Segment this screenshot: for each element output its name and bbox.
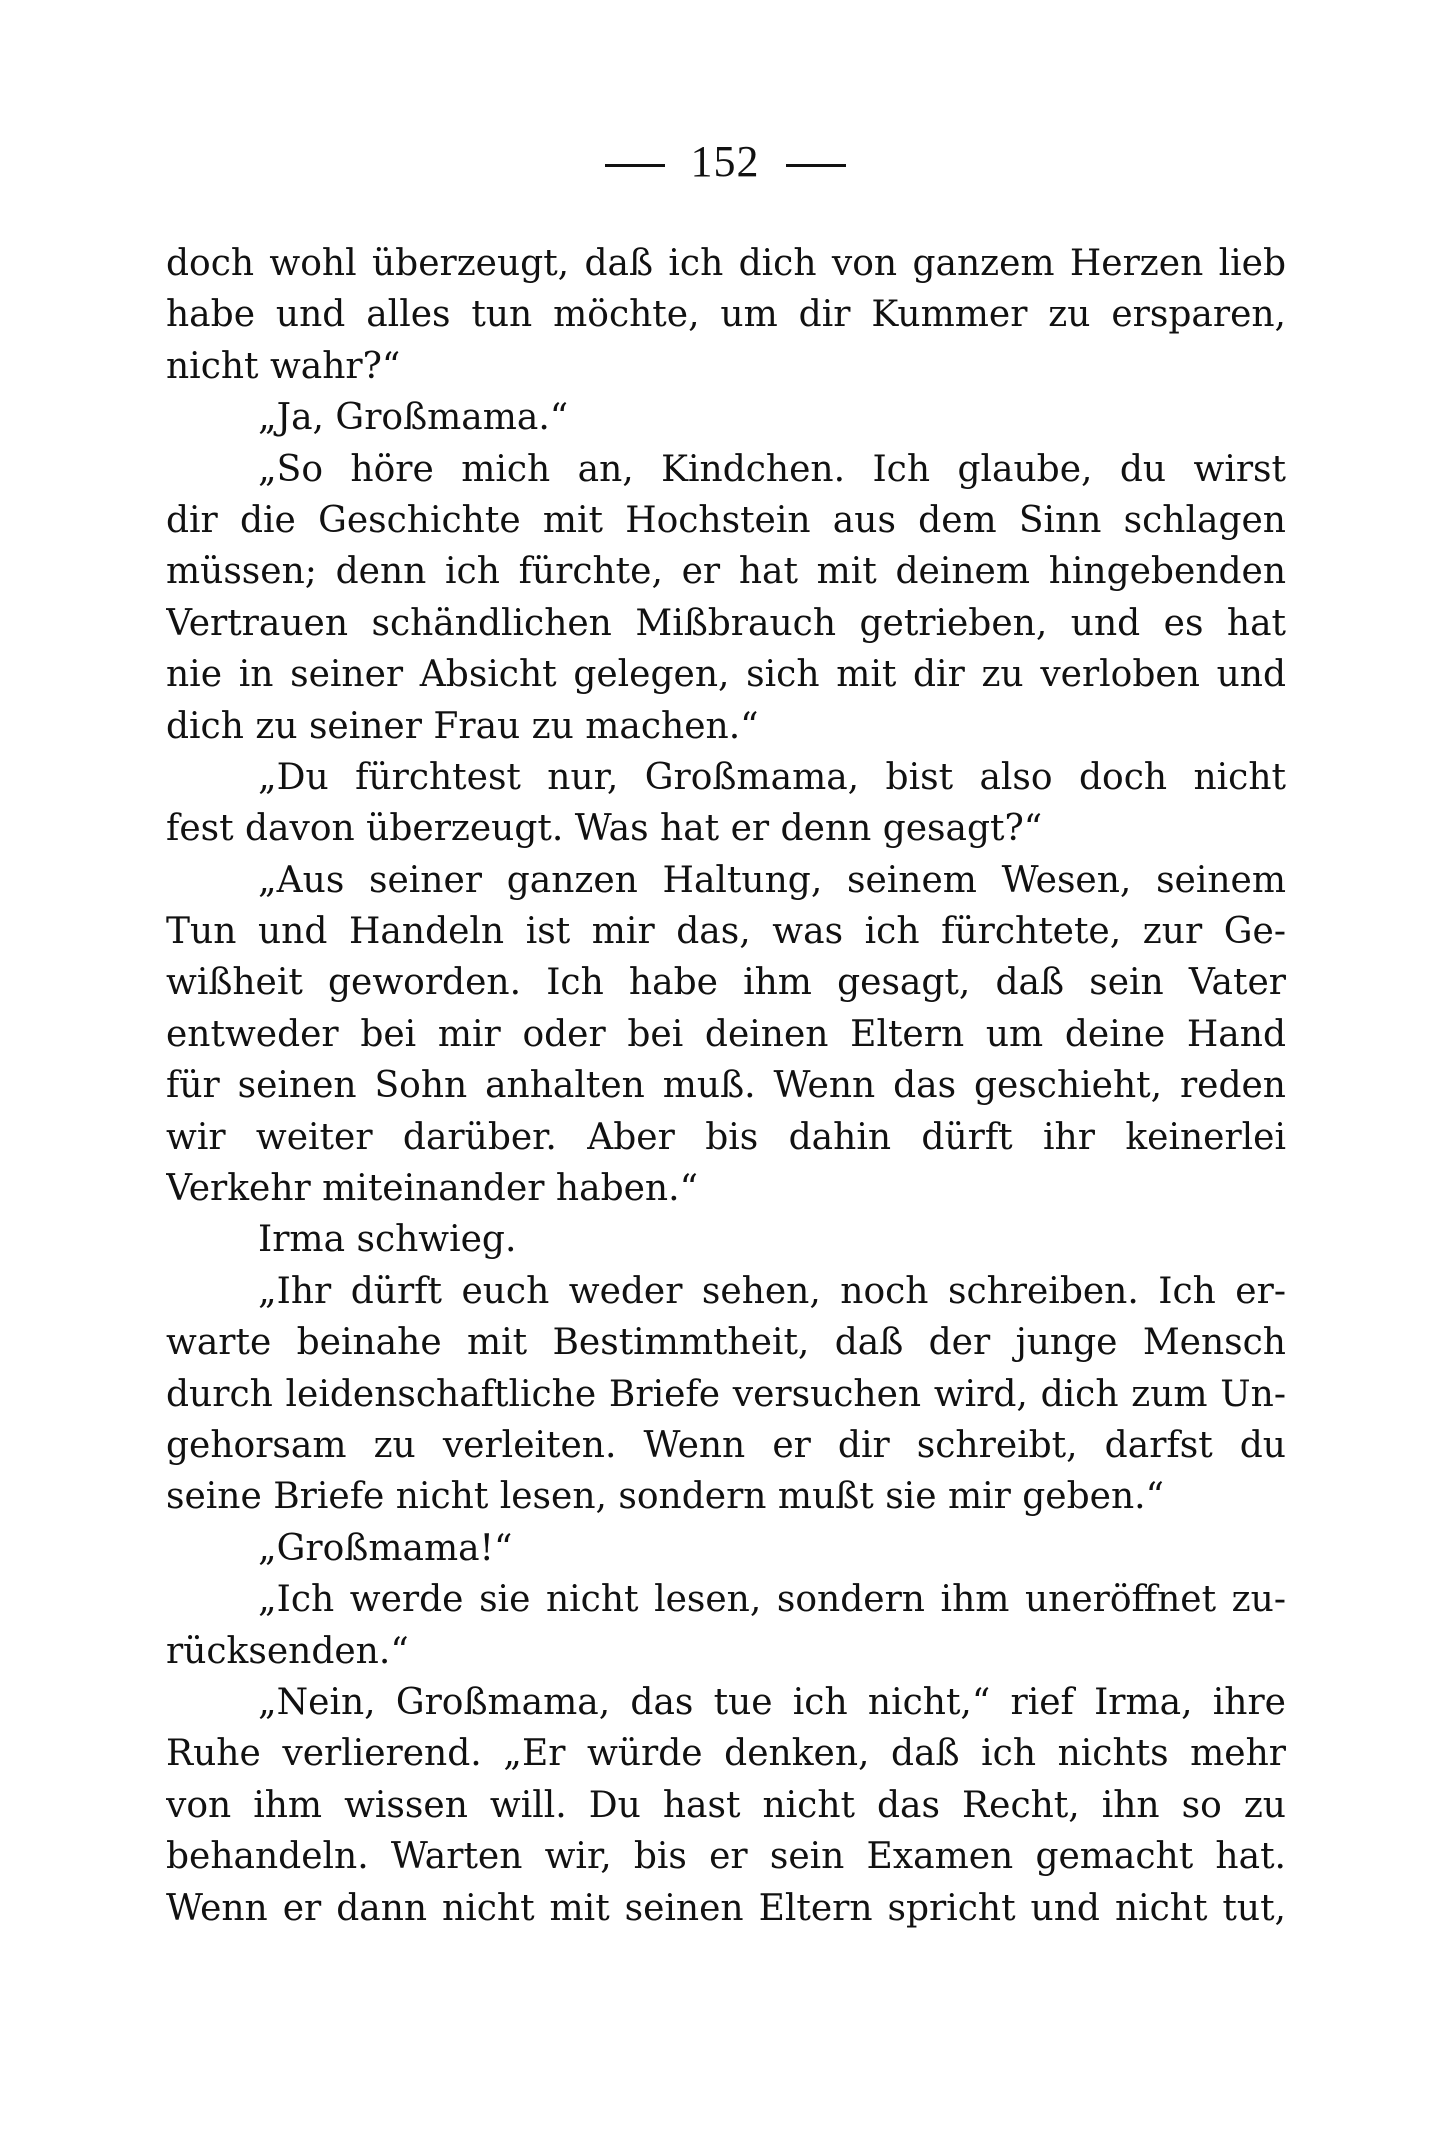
text-line: doch wohl überzeugt, daß ich dich von ganzem Herzen lieb — [166, 243, 1286, 284]
text-line: wir weiter darüber. Aber bis dahin dürft ihr keinerlei — [166, 1116, 1286, 1158]
header-dash-right — [786, 164, 846, 167]
text-line: müssen; denn ich fürchte, er hat mit deinem hingebenden — [166, 551, 1286, 593]
header-dash-left — [605, 164, 665, 167]
text-line: habe und alles tun möchte, um dir Kummer zu ersparen, — [166, 294, 1286, 336]
text-line: Irma schwieg. — [258, 1219, 517, 1261]
text-line: „Großmama!“ — [258, 1527, 513, 1569]
page-header — [0, 132, 1450, 192]
text-line: entweder bei mir oder bei deinen Eltern um deine Hand — [166, 1013, 1286, 1055]
text-line: Verkehr miteinander haben.“ — [166, 1168, 698, 1210]
text-line: für seinen Sohn anhalten muß. Wenn das geschieht, reden — [166, 1065, 1286, 1107]
text-line: von ihm wissen will. Du hast nicht das Recht, ihn so zu — [166, 1784, 1286, 1826]
text-line: „Du fürchtest nur, Großmama, bist also doch nicht — [258, 756, 1286, 798]
text-line: gehorsam zu verleiten. Wenn er dir schreibt, darfst du — [166, 1424, 1286, 1466]
text-line: „Aus seiner ganzen Haltung, seinem Wesen, seinem — [258, 859, 1286, 901]
text-line: „Ich werde sie nicht lesen, sondern ihm uneröffnet zu- — [258, 1579, 1286, 1621]
text-line: „Ihr dürft euch weder sehen, noch schreiben. Ich er- — [258, 1270, 1286, 1312]
page-number: 152 — [690, 137, 760, 186]
text-line: durch leidenschaftliche Briefe versuchen wird, dich zum Un- — [166, 1373, 1286, 1415]
text-line: behandeln. Warten wir, bis er sein Examen gemacht hat. — [166, 1836, 1286, 1878]
text-line: rücksenden.“ — [166, 1630, 409, 1672]
text-line: nie in seiner Absicht gelegen, sich mit dir zu verloben und — [166, 654, 1286, 696]
text-line: wißheit geworden. Ich habe ihm gesagt, daß sein Vater — [166, 962, 1286, 1004]
text-line: Tun und Handeln ist mir das, was ich fürchtete, zur Ge- — [166, 911, 1286, 953]
text-line: nicht wahr?“ — [166, 345, 401, 387]
text-line: dir die Geschichte mit Hochstein aus dem Sinn schlagen — [166, 499, 1286, 541]
text-line: Wenn er dann nicht mit seinen Eltern spricht und nicht tut, — [166, 1887, 1286, 1929]
text-line: „Nein, Großmama, das tue ich nicht,“ rief Irma, ihre — [258, 1681, 1286, 1723]
text-line: „So höre mich an, Kindchen. Ich glaube, du wirst — [258, 448, 1286, 490]
text-line: warte beinahe mit Bestimmtheit, daß der junge Mensch — [166, 1322, 1286, 1364]
text-line: Vertrauen schändlichen Mißbrauch getrieben, und es hat — [166, 602, 1286, 644]
text-line: „Ja, Großmama.“ — [258, 397, 569, 439]
page-body-text — [166, 238, 1286, 1934]
text-line: Ruhe verlierend. „Er würde denken, daß ich nichts mehr — [166, 1733, 1286, 1775]
text-line: fest davon überzeugt. Was hat er denn gesagt?“ — [166, 808, 1043, 850]
text-line: seine Briefe nicht lesen, sondern mußt sie mir geben.“ — [166, 1476, 1164, 1518]
text-line: dich zu seiner Frau zu machen.“ — [166, 705, 759, 747]
